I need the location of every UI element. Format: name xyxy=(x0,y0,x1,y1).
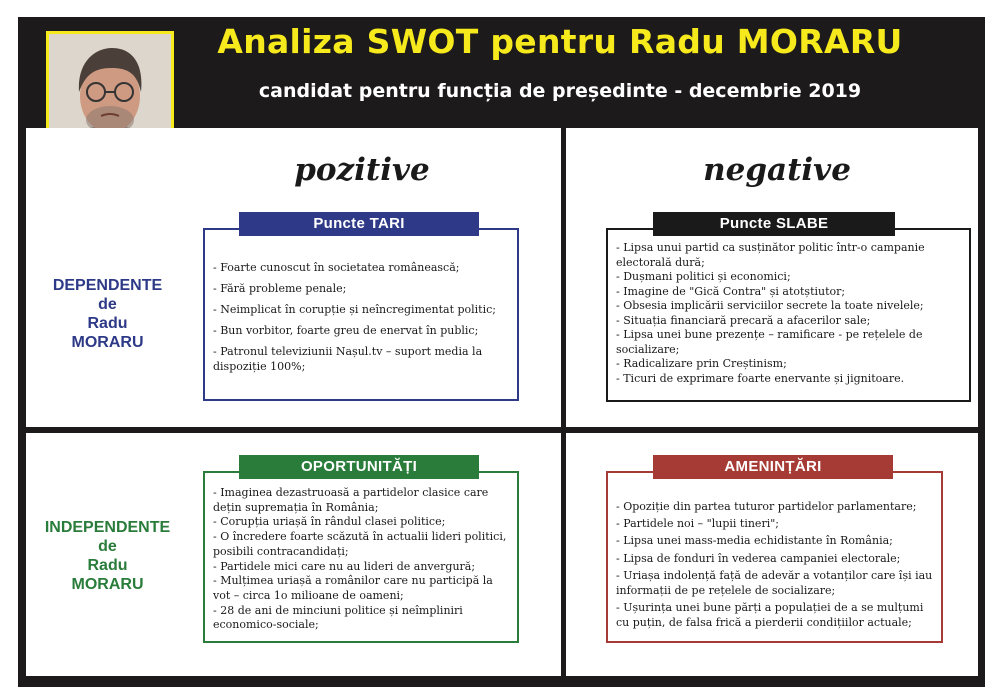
list-item: - Opoziție din partea tuturor partidelor parlamentare; xyxy=(616,500,917,513)
list-item: - Lipsa de fonduri în vederea campaniei electorale; xyxy=(616,551,901,565)
threats-list xyxy=(608,473,941,631)
row-label-line: DEPENDENTE xyxy=(52,277,163,294)
list-item: - Neimplicat în corupție și neîncregimentat politic; xyxy=(213,303,496,316)
list-item: - O încredere foarte scăzută în actualii lideri politici, posibili contracandidați; xyxy=(213,530,507,558)
list-item: - Patronul televiziunii Nașul.tv – suport media la dispoziție 100%; xyxy=(213,345,483,373)
list-item: - Ușurința unei bune părți a populației de a se mulțumi cu puțin, de falsa frică a pierderii condițiilor actuale; xyxy=(616,601,924,630)
opportunities-label: OPORTUNITĂȚI xyxy=(239,455,479,479)
list-item: - Imaginea dezastruoasă a partidelor clasice care dețin supremația în România; xyxy=(213,486,489,514)
row-label-line: de xyxy=(98,296,117,313)
list-item: - Dușmani politici și economici; xyxy=(616,270,791,283)
strengths-box xyxy=(203,228,519,401)
list-item: - 28 de ani de minciuni politice și neîmpliniri economico-sociale; xyxy=(213,603,463,632)
opportunities-list xyxy=(205,473,517,633)
page-subtitle: candidat pentru funcția de președinte - decembrie 2019 xyxy=(258,80,862,102)
heading-positive: pozitive xyxy=(294,152,430,188)
list-item: - Lipsa unei mass-media echidistante în România; xyxy=(616,534,893,548)
row-label-line: Radu xyxy=(87,557,128,574)
row-label-dependent xyxy=(30,276,185,352)
list-item: - Corupția uriașă în rândul clasei politice; xyxy=(213,515,446,529)
strengths-list xyxy=(205,230,517,374)
list-item: - Foarte cunoscut în societatea românească; xyxy=(213,261,460,274)
list-item: - Mulțimea uriașă a românilor care nu participă la vot – circa 1o milioane de oameni; xyxy=(213,574,493,602)
list-item: - Imagine de "Gică Contra" și atotștiutor; xyxy=(616,284,846,298)
heading-negative: negative xyxy=(703,152,851,188)
weaknesses-box xyxy=(606,228,971,402)
list-item: - Bun vorbitor, foarte greu de enervat în public; xyxy=(213,324,479,337)
list-item: - Uriașa indolență față de adevăr a votanților care își iau informații de pe rețelele de socializare; xyxy=(616,568,933,598)
row-label-line: Radu xyxy=(87,315,128,332)
list-item: - Lipsa unui partid ca susținător politic într-o campanie electorală dură; xyxy=(616,241,925,269)
list-item: - Obsesia implicării serviciilor secrete la toate nivelele; xyxy=(616,299,924,312)
list-item: - Ticuri de exprimare foarte enervante și jignitoare. xyxy=(616,371,905,385)
list-item: - Lipsa unei bune prezențe – ramificare - pe rețelele de socializare; xyxy=(616,328,923,356)
strengths-label: Puncte TARI xyxy=(239,212,479,236)
row-label-line: INDEPENDENTE xyxy=(44,519,171,536)
opportunities-box xyxy=(203,471,519,643)
list-item: - Radicalizare prin Creștinism; xyxy=(616,357,787,370)
row-label-line: de xyxy=(98,538,117,555)
row-label-independent xyxy=(30,518,185,594)
list-item: - Partidele noi – "lupii tineri"; xyxy=(616,517,779,531)
list-item: - Situația financiară precară a afacerilor sale; xyxy=(616,313,871,327)
list-item: - Partidele mici care nu au lideri de anvergură; xyxy=(213,559,476,573)
row-label-line: MORARU xyxy=(71,576,144,593)
list-item: - Fără probleme penale; xyxy=(213,282,347,295)
weaknesses-list xyxy=(608,230,969,386)
page-title: Analiza SWOT pentru Radu MORARU xyxy=(217,22,903,61)
weaknesses-label: Puncte SLABE xyxy=(653,212,895,236)
threats-label: AMENINȚĂRI xyxy=(653,455,893,479)
row-label-line: MORARU xyxy=(71,334,144,351)
threats-box xyxy=(606,471,943,643)
